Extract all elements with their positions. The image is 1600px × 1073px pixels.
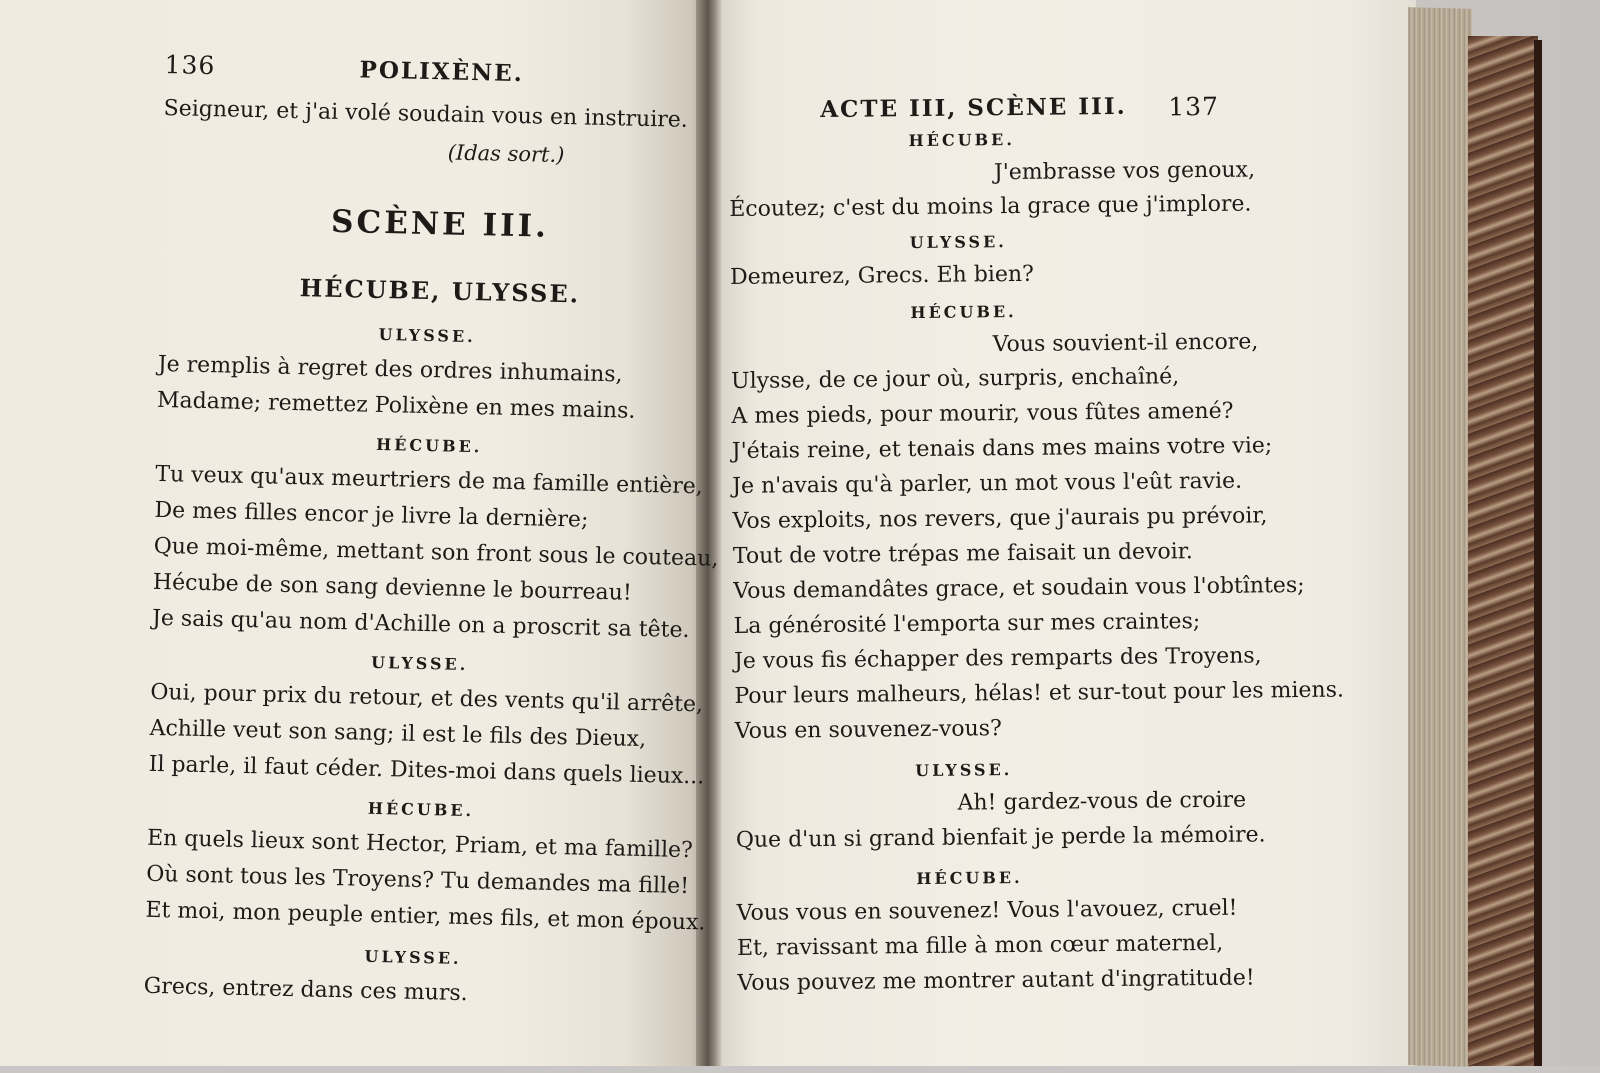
speaker-label: ULYSSE. xyxy=(915,760,1013,781)
speaker-label: HÉCUBE. xyxy=(367,798,475,821)
verse-line: Ulysse, de ce jour où, surpris, enchaîné, xyxy=(730,364,1180,394)
running-head-left: POLIXÈNE. xyxy=(359,56,525,88)
speaker-label: HÉCUBE. xyxy=(908,129,1015,151)
scene-title: SCÈNE III. xyxy=(330,203,550,245)
left-page-text xyxy=(142,50,719,1072)
book-gutter xyxy=(696,0,722,1066)
verse-line: Je remplis à regret des ordres inhumains, xyxy=(157,351,623,388)
verse-line: J'embrasse vos genoux, xyxy=(993,157,1256,186)
speaker-label: ULYSSE. xyxy=(909,232,1007,253)
verse-line: Demeurez, Grecs. Eh bien? xyxy=(729,261,1034,290)
verse-line: Où sont tous les Troyens? Tu demandes ma fille! xyxy=(146,861,690,900)
verse-line: Ah! gardez-vous de croire xyxy=(957,787,1247,816)
verse-line: Je n'avais qu'à parler, un mot vous l'eût ravie. xyxy=(732,468,1243,499)
verse-line: Vous en souvenez-vous? xyxy=(734,716,1002,744)
verse-line: Je vous fis échapper des remparts des Troyens, xyxy=(733,643,1262,674)
verse-line: Vous souvient-il encore, xyxy=(992,329,1259,358)
verse-line: Achille veut son sang; il est le fils des Dieux, xyxy=(149,715,647,753)
verse-line: Tu veux qu'aux meurtriers de ma famille entière, xyxy=(155,461,704,500)
verse-line: Écoutez; c'est du moins la grace que j'implore. xyxy=(729,191,1252,222)
speaker-label: ULYSSE. xyxy=(370,652,469,675)
verse-line: Vos exploits, nos revers, que j'aurais pu prévoir, xyxy=(732,503,1268,534)
speaker-label: HÉCUBE. xyxy=(916,867,1023,889)
verse-line: Grecs, entrez dans ces murs. xyxy=(143,973,468,1007)
verse-line: Et moi, mon peuple entier, mes fils, et mon époux. xyxy=(145,897,706,936)
verse-line: Pour leurs malheurs, hélas! et sur-tout pour les miens. xyxy=(734,677,1345,709)
cover-edge xyxy=(1534,40,1542,1066)
verse-line: Je sais qu'au nom d'Achille on a proscrit sa tête. xyxy=(151,605,690,644)
verse-line: Hécube de son sang devienne le bourreau! xyxy=(152,569,632,606)
verse-line: Vous vous en souvenez! Vous l'avouez, cruel! xyxy=(736,895,1238,926)
verse-line: La générosité l'emporta sur mes craintes; xyxy=(733,609,1201,639)
opening-line: Seigneur, et j'ai volé soudain vous en instruire. xyxy=(163,95,689,133)
verse-line: J'étais reine, et tenais dans mes mains votre vie; xyxy=(731,433,1273,464)
verse-line: Madame; remettez Polixène en mes mains. xyxy=(156,387,636,424)
verse-line: Tout de votre trépas me faisait un devoir. xyxy=(732,539,1193,569)
verse-line: Que moi-même, mettant son front sous le couteau, xyxy=(153,533,719,572)
verse-line: A mes pieds, pour mourir, vous fûtes amené? xyxy=(731,398,1234,429)
marbled-cover xyxy=(1468,36,1538,1066)
right-page-text xyxy=(728,80,1345,1045)
stage-direction: (Idas sort.) xyxy=(447,140,565,168)
verse-line: Vous pouvez me montrer autant d'ingratitude! xyxy=(737,965,1255,996)
verse-line: De mes filles encor je livre la dernière; xyxy=(154,497,589,533)
verse-line: Il parle, il faut céder. Dites-moi dans quels lieux... xyxy=(148,751,705,790)
verse-line: Que d'un si grand bienfait je perde la mémoire. xyxy=(735,822,1266,853)
page-number-right: 137 xyxy=(1168,91,1220,122)
speaker-label: HÉCUBE. xyxy=(375,434,483,457)
page-edges xyxy=(1408,7,1472,1067)
speaker-label: ULYSSE. xyxy=(364,946,462,968)
page-number-left: 136 xyxy=(164,50,216,81)
verse-line: Vous demandâtes grace, et soudain vous l'obtîntes; xyxy=(733,572,1305,604)
cast-list: HÉCUBE, ULYSSE. xyxy=(299,273,581,309)
verse-line: Et, ravissant ma fille à mon cœur maternel, xyxy=(736,930,1224,961)
speaker-label: ULYSSE. xyxy=(378,324,476,347)
speaker-label: HÉCUBE. xyxy=(910,301,1017,323)
verse-line: Oui, pour prix du retour, et des vents qu'il arrête, xyxy=(150,679,704,718)
running-head-right: ACTE III, SCÈNE III. xyxy=(820,92,1127,124)
verse-line: En quels lieux sont Hector, Priam, et ma famille? xyxy=(146,825,694,864)
